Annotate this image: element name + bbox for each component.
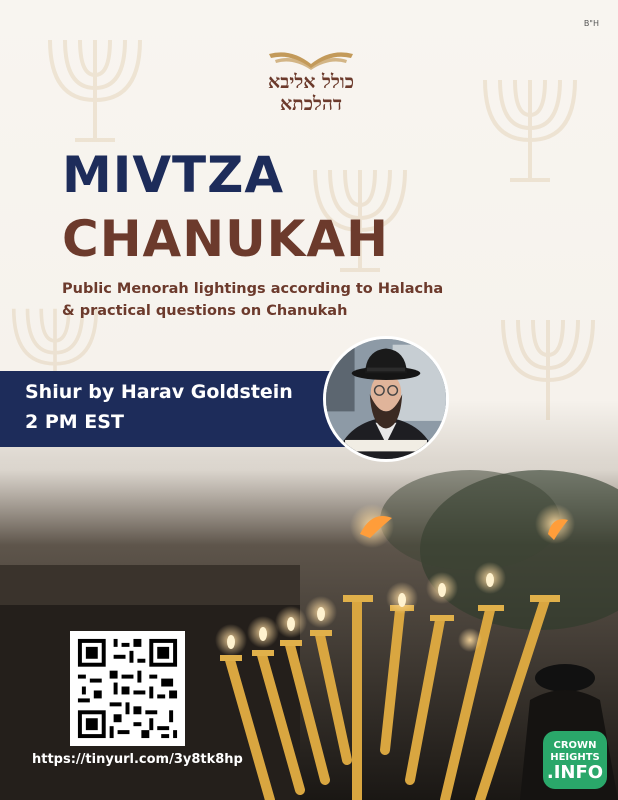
crownheights-badge xyxy=(543,731,607,789)
bh-mark: B"H xyxy=(583,19,599,28)
open-book-icon xyxy=(269,52,353,70)
badge-line2: HEIGHTS xyxy=(550,752,600,763)
rabbi-portrait xyxy=(326,339,446,459)
menorah-watermark-icon xyxy=(35,20,155,150)
badge-line1: CROWN xyxy=(553,740,597,751)
menorah-watermark-icon xyxy=(488,300,608,430)
menorah-photo xyxy=(0,460,618,800)
kollel-logo xyxy=(241,42,381,114)
shiur-time: 2 PM EST xyxy=(25,411,124,433)
logo-line2: דהלכתא xyxy=(279,93,343,114)
shiur-band xyxy=(0,371,345,447)
subtitle-line1: Public Menorah lightings according to Halacha xyxy=(62,281,444,297)
qr-code-icon[interactable] xyxy=(70,631,185,746)
menorah-watermark-icon xyxy=(470,60,590,190)
logo-line1: כולל אליבא xyxy=(268,71,354,93)
subtitle-line2: & practical questions on Chanukah xyxy=(62,303,348,319)
title-line2: CHANUKAH xyxy=(62,210,389,268)
subtitle xyxy=(62,278,462,322)
shiur-speaker: Shiur by Harav Goldstein xyxy=(25,381,293,403)
badge-line3: .INFO xyxy=(546,762,604,783)
speaker-avatar xyxy=(323,336,449,462)
tinyurl-link[interactable]: https://tinyurl.com/3y8tk8hp xyxy=(32,752,243,767)
title-line1: MIVTZA xyxy=(62,146,285,204)
